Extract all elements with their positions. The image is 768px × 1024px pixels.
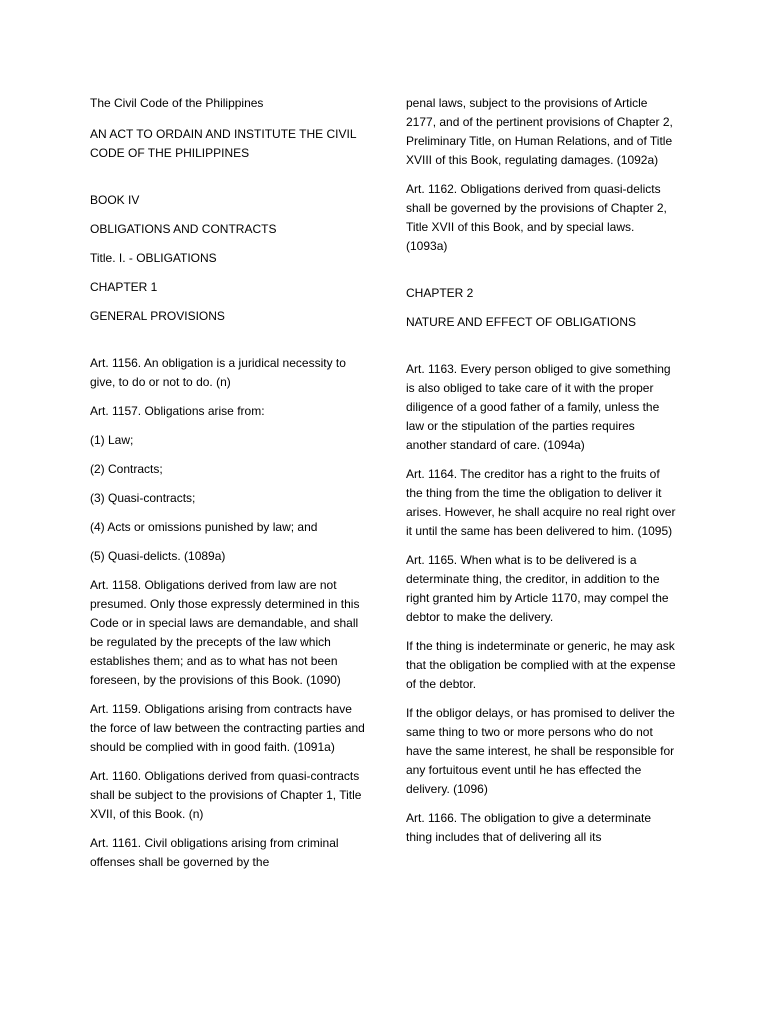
paragraph: If the thing is indeterminate or generic, he may ask that the obligation be complied with at the expense of the debtor. — [406, 639, 676, 691]
article-1161-continued: penal laws, subject to the provisions of Article 2177, and of the pertinent provisions of Chapter 2, Preliminary Title, on Human Relations, and of Title XVIII of this Book, regulating damages. (1092a) — [406, 96, 673, 167]
right-column — [406, 94, 678, 857]
chapter-subtitle: GENERAL PROVISIONS — [90, 309, 225, 323]
article-1164: Art. 1164. The creditor has a right to the fruits of the thing from the time the obligation to deliver it arises. However, he shall acquire no real right over it until the same has been delivered to him. (1095) — [406, 467, 676, 538]
article-1157: Art. 1157. Obligations arise from: — [90, 404, 265, 418]
chapter-heading: CHAPTER 1 — [90, 280, 158, 294]
book-subtitle: OBLIGATIONS AND CONTRACTS — [90, 222, 277, 236]
article-1161: Art. 1161. Civil obligations arising from criminal offenses shall be governed by the — [90, 836, 339, 869]
book-heading: BOOK IV — [90, 193, 140, 207]
article-1156: Art. 1156. An obligation is a juridical necessity to give, to do or not to do. (n) — [90, 356, 346, 389]
chapter-heading: CHAPTER 2 — [406, 286, 474, 300]
left-column — [90, 94, 366, 882]
list-item: (1) Law; — [90, 433, 134, 447]
article-1162: Art. 1162. Obligations derived from quasi-delicts shall be governed by the provisions of Chapter 2, Title XVII of this Book, and by special laws. (1093a) — [406, 182, 667, 253]
act-title: AN ACT TO ORDAIN AND INSTITUTE THE CIVIL CODE OF THE PHILIPPINES — [90, 127, 357, 160]
list-item: (3) Quasi-contracts; — [90, 491, 196, 505]
article-1165: Art. 1165. When what is to be delivered is a determinate thing, the creditor, in addition to the right granted him by Article 1170, may compel the debtor to make the delivery. — [406, 553, 669, 624]
list-item: (2) Contracts; — [90, 462, 163, 476]
list-item: (4) Acts or omissions punished by law; and — [90, 520, 318, 534]
paragraph: If the obligor delays, or has promised to deliver the same thing to two or more persons who do not have the same interest, he shall be responsible for any fortuitous event until he has effected the delivery. (1096) — [406, 706, 675, 796]
title-heading: Title. I. - OBLIGATIONS — [90, 251, 217, 265]
article-1160: Art. 1160. Obligations derived from quasi-contracts shall be subject to the provisions of Chapter 1, Title XVII, of this Book. (n) — [90, 769, 362, 821]
article-1159: Art. 1159. Obligations arising from contracts have the force of law between the contracting parties and should be complied with in good faith. (1091a) — [90, 702, 365, 754]
article-1158: Art. 1158. Obligations derived from law are not presumed. Only those expressly determined in this Code or in special laws are demandable, and shall be regulated by the precepts of the law which establishes them; and as to what has not been foreseen, by the provisions of this Book. (1090) — [90, 578, 360, 687]
document-title: The Civil Code of the Philippines — [90, 96, 264, 110]
article-1166: Art. 1166. The obligation to give a determinate thing includes that of delivering all its — [406, 811, 652, 844]
chapter-subtitle: NATURE AND EFFECT OF OBLIGATIONS — [406, 315, 637, 329]
article-1163: Art. 1163. Every person obliged to give something is also obliged to take care of it with the proper diligence of a good father of a family, unless the law or the stipulation of the parties requires another standard of care. (1094a) — [406, 362, 671, 452]
list-item: (5) Quasi-delicts. (1089a) — [90, 549, 226, 563]
